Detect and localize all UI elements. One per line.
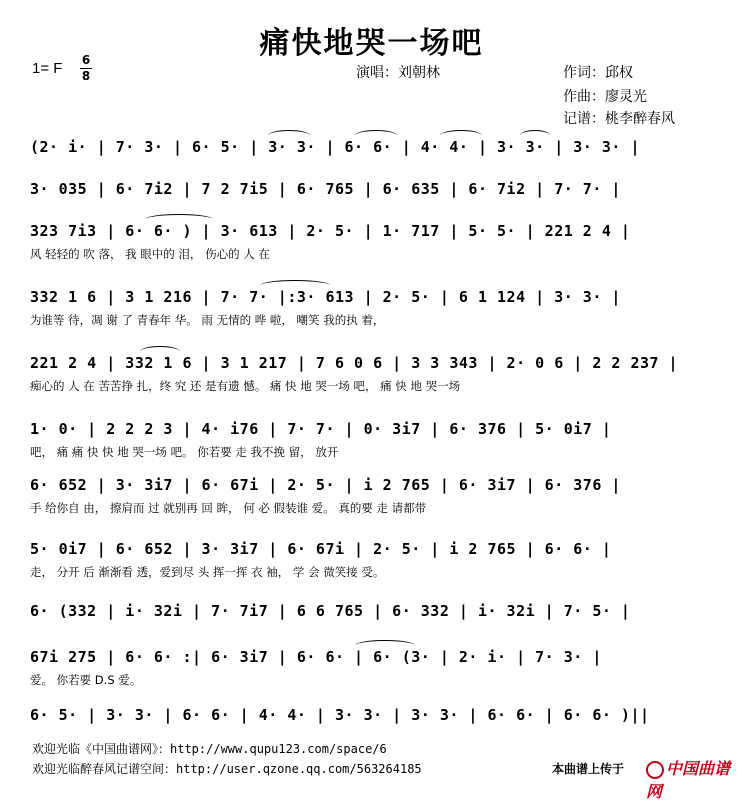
time-signature xyxy=(80,54,92,83)
slur-mark xyxy=(260,280,330,291)
slur-mark xyxy=(145,214,213,225)
score-notes: 3· 035 | 6· 7i2 | 7 2 7i5 | 6· 765 | 6· 635 | 6· 7i2 | 7· 7· | xyxy=(30,180,621,198)
score-row xyxy=(30,420,710,460)
composer-credit: 作曲：廖灵光 xyxy=(563,89,647,105)
slur-mark xyxy=(520,130,550,141)
score-row xyxy=(30,288,710,328)
meter-top: 6 xyxy=(81,53,91,67)
score-row xyxy=(30,602,710,642)
score-row xyxy=(30,222,710,262)
score-lyrics: 为谁等 待，凋 谢 了 青春年 华。 雨 无情的 哗 啦， 嘲笑 我的执 着， xyxy=(30,313,385,327)
score-notes: (2· i· | 7· 3· | 6· 5· | 3· 3· | 6· 6· | 4· 4· | 3· 3· | 3· 3· | xyxy=(30,138,640,156)
score-row xyxy=(30,540,710,580)
lyricist-credit: 作词：邱权 xyxy=(563,65,633,81)
score-lyrics: 痴心的 人 在 苦苦挣 扎，终 究 还 是有遗 憾。 痛 快 地 哭一场 吧， 痛 快 地 哭一场 xyxy=(30,379,461,393)
score-notes: 6· (332 | i· 32i | 7· 7i7 | 6 6 765 | 6· 332 | i· 32i | 7· 5· | xyxy=(30,602,631,620)
score-notes: 67i 275 | 6· 6· :| 6· 3i7 | 6· 6· | 6· (3· | 2· i· | 7· 3· | xyxy=(30,648,602,666)
slur-mark xyxy=(140,346,180,357)
page-title: 痛快地哭一场吧 xyxy=(259,26,484,61)
score-lyrics: 吧， 痛 痛 快 快 地 哭一场 吧。 你若要 走 我不挽 留， 放开 xyxy=(30,445,339,459)
transcriber-credit: 记谱：桃李醉春风 xyxy=(563,111,675,127)
score-notes: 5· 0i7 | 6· 652 | 3· 3i7 | 6· 67i | 2· 5· | i 2 765 | 6· 6· | xyxy=(30,540,612,558)
score-lyrics: 爱。 你若要 D.S 爱。 xyxy=(30,673,142,687)
footer-line-1: 欢迎光临《中国曲谱网》：http://www.qupu123.com/space/6 xyxy=(32,742,387,756)
key-signature: 1= F xyxy=(32,60,63,77)
slur-mark xyxy=(355,130,397,141)
score-lyrics: 风 轻轻的 吹 落， 我 眼中的 泪， 伤心的 人 在 xyxy=(30,247,270,261)
score-notes: 6· 5· | 3· 3· | 6· 6· | 4· 4· | 3· 3· | 3· 3· | 6· 6· | 6· 6· )|| xyxy=(30,706,650,724)
score-row xyxy=(30,138,710,178)
score-row xyxy=(30,354,710,394)
score-notes: 323 7i3 | 6· 6· ) | 3· 613 | 2· 5· | 1· 717 | 5· 5· | 221 2 4 | xyxy=(30,222,631,240)
meter-bottom: 8 xyxy=(81,69,91,83)
site-logo[interactable] xyxy=(646,756,743,802)
score-row xyxy=(30,476,710,516)
singer-credit: 演唱：刘朝林 xyxy=(356,65,440,81)
score-lyrics: 走， 分开 后 渐渐看 透，爱到尽 头 挥一挥 衣 袖， 学 会 微笑接 受。 xyxy=(30,565,385,579)
score-lyrics: 手 给你自 由， 擦肩而 过 就别再 回 眸， 何 必 假装谁 爱。 真的要 走 请都带 xyxy=(30,501,427,515)
score-notes: 6· 652 | 3· 3i7 | 6· 67i | 2· 5· | i 2 765 | 6· 3i7 | 6· 376 | xyxy=(30,476,621,494)
score-notes: 332 1 6 | 3 1 216 | 7· 7· |:3· 613 | 2· 5· | 6 1 124 | 3· 3· | xyxy=(30,288,621,306)
logo-icon xyxy=(646,761,664,779)
score-notes: 221 2 4 | 332 1 6 | 3 1 217 | 7 6 0 6 | 3 3 343 | 2· 0 6 | 2 2 237 | xyxy=(30,354,679,372)
footer-line-2: 欢迎光临醉春风记谱空间：http://user.qzone.qq.com/563264185 xyxy=(32,762,422,776)
score-row xyxy=(30,180,710,220)
slur-mark xyxy=(440,130,482,141)
slur-mark xyxy=(268,130,310,141)
score-row xyxy=(30,648,710,688)
score-notes: 1· 0· | 2 2 2 3 | 4· i76 | 7· 7· | 0· 3i7 | 6· 376 | 5· 0i7 | xyxy=(30,420,612,438)
upload-text: 本曲谱上传于 xyxy=(552,762,625,776)
logo-label: 中国曲谱网 xyxy=(646,759,731,801)
slur-mark xyxy=(355,640,415,651)
